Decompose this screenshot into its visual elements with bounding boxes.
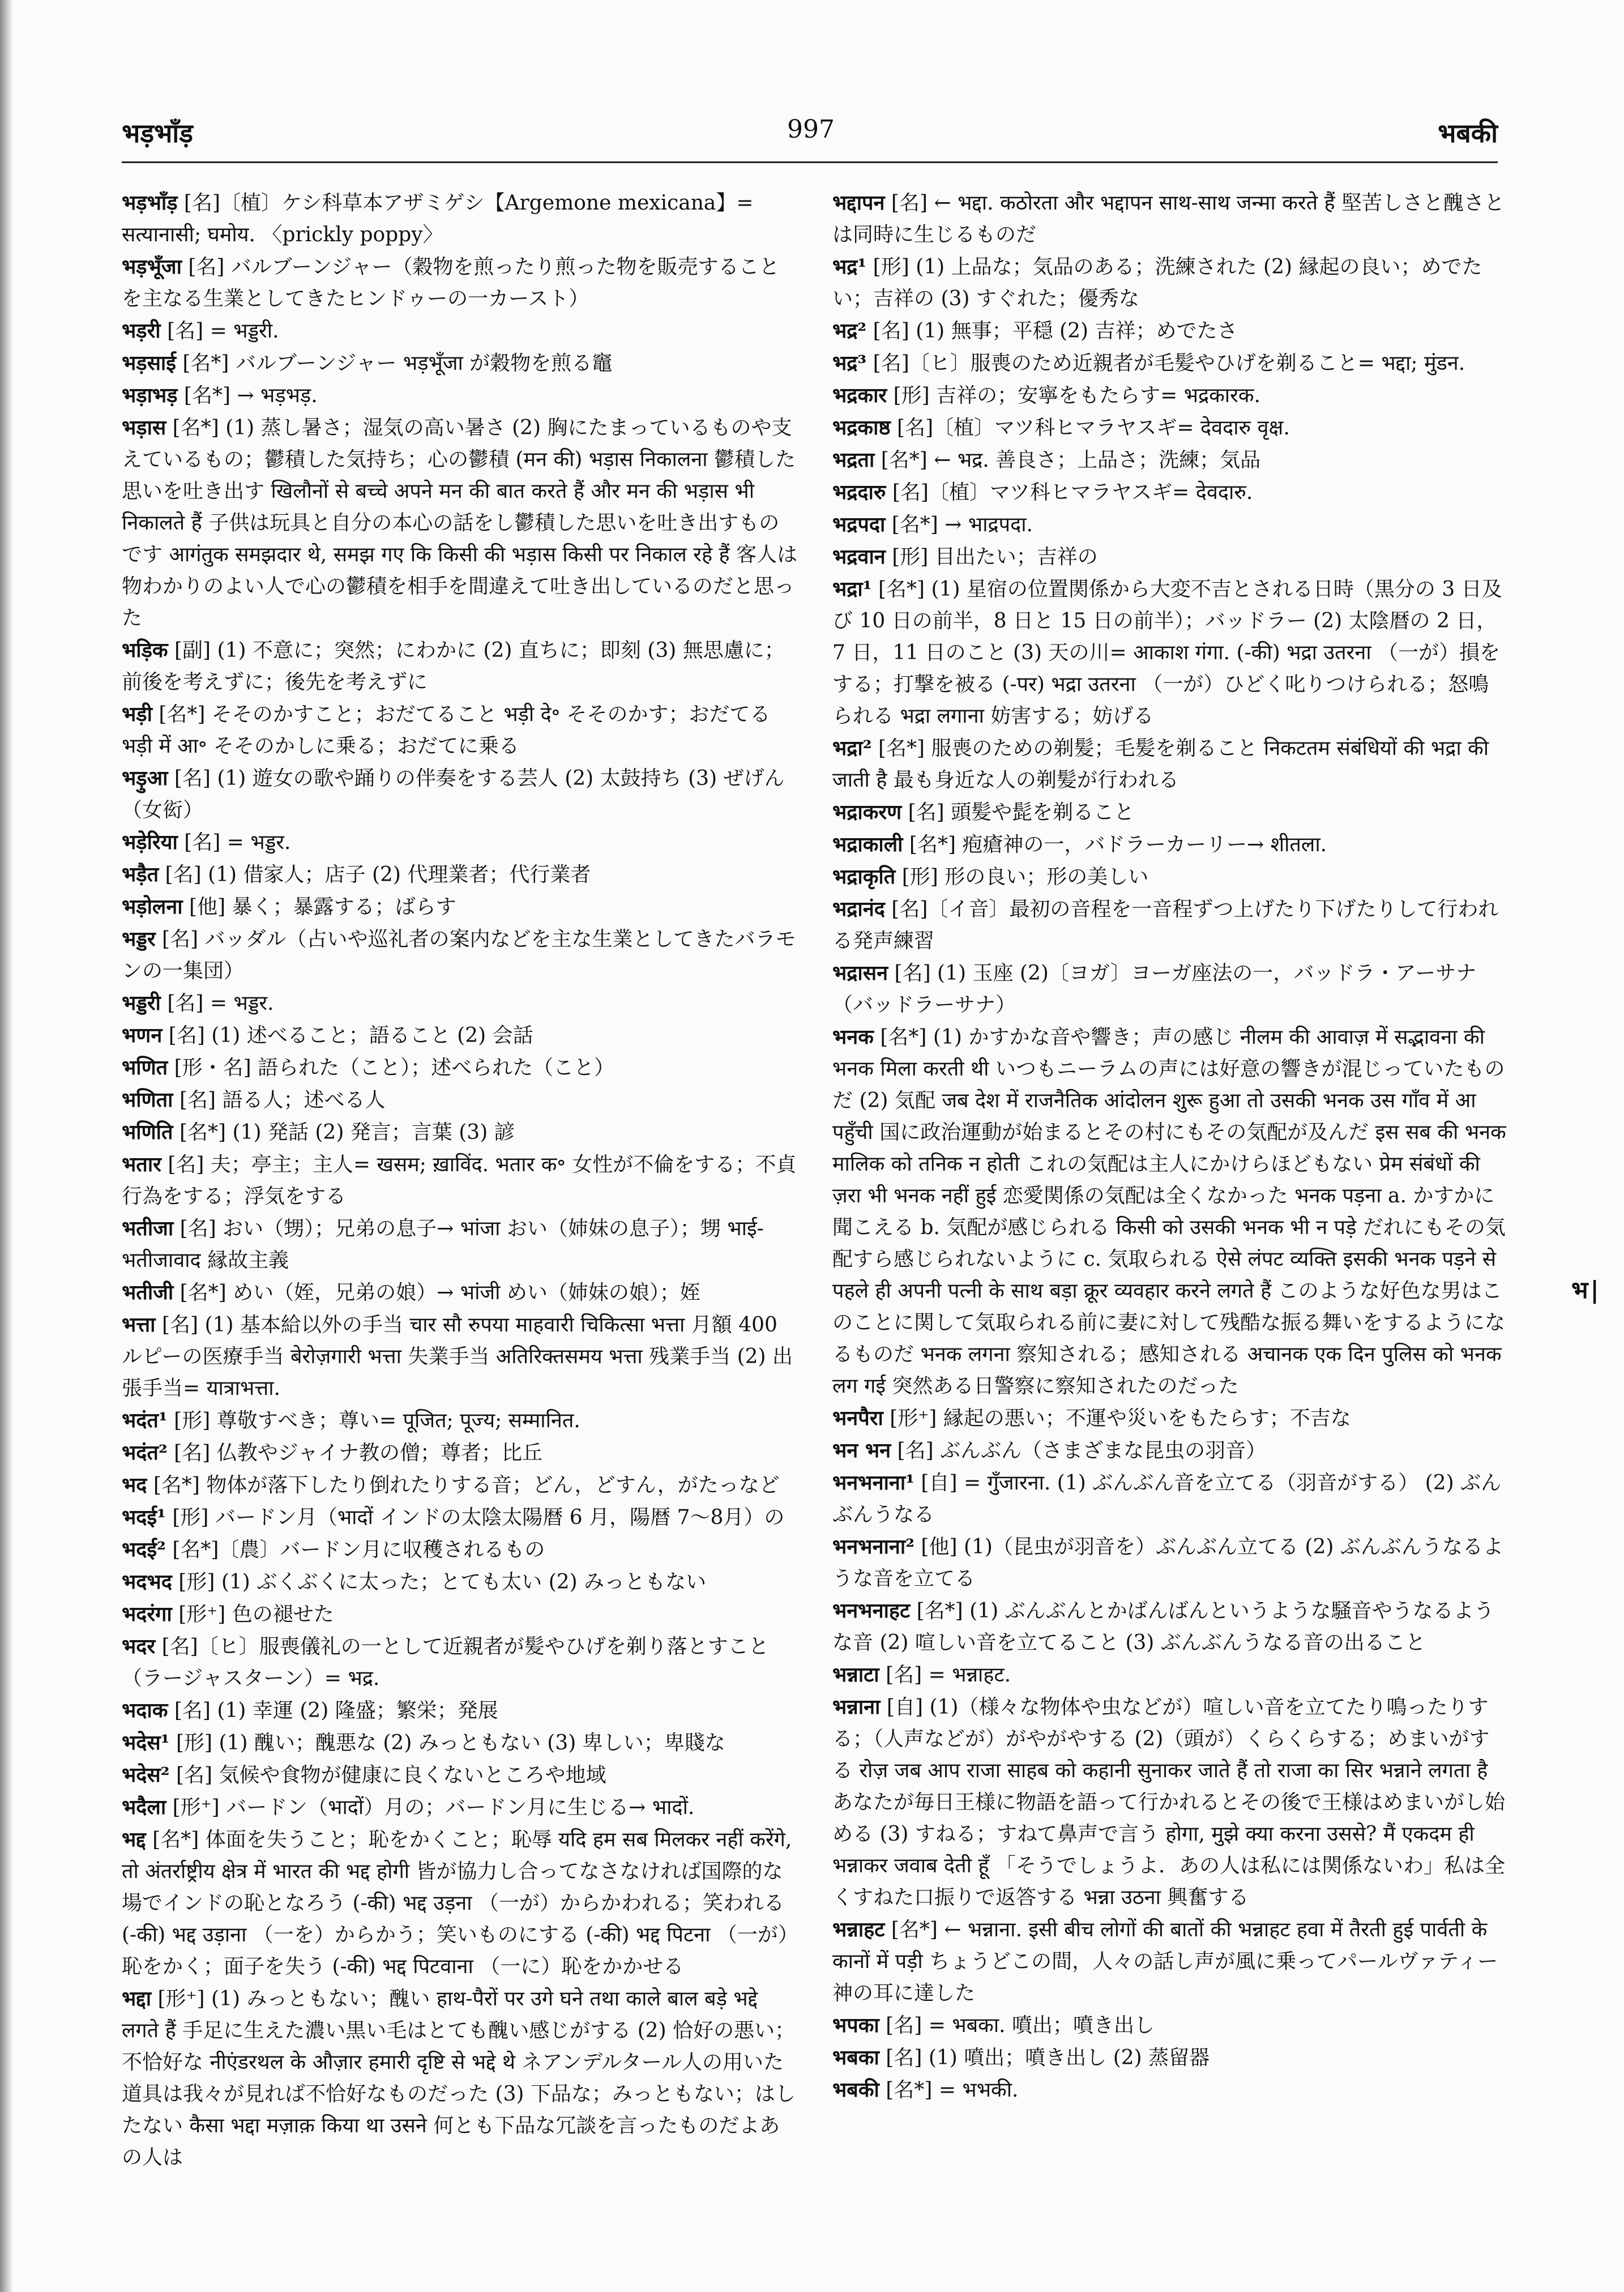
entry-definition: [名*] 服喪のための剃髪；毛髪を剃ること निकटतम संबंधियों की भद्रा की जाती है 最も身近な人の剃髪が行われる — [832, 737, 1489, 792]
dictionary-entry — [122, 1534, 798, 1566]
dictionary-entry — [122, 1213, 798, 1277]
entry-definition: [形] (1) ぶくぶくに太った；とても太い (2) みっともない — [172, 1570, 707, 1594]
dictionary-entry — [122, 826, 798, 859]
entry-definition: [形] 形の良い；形の美しい — [895, 865, 1149, 889]
dictionary-entry — [122, 1983, 798, 2174]
entry-definition: [名] バルブーンジャー（穀物を煎ったり煎った物を販売することを主なる生業としてきたヒンドゥーの一カースト） — [122, 255, 780, 310]
entry-definition: [形・名] 語られた（こと）；述べられた（こと） — [168, 1056, 615, 1079]
dictionary-entry — [122, 379, 798, 412]
dictionary-entry — [832, 1914, 1509, 2009]
entry-definition: [名] 語る人；述べる人 — [173, 1089, 386, 1112]
dictionary-entry — [832, 1659, 1509, 1691]
page-header — [122, 110, 1498, 156]
dictionary-entry — [122, 1727, 798, 1759]
dictionary-entry — [122, 1566, 798, 1598]
dictionary-entry — [832, 2009, 1509, 2042]
dictionary-entry — [832, 476, 1509, 509]
entry-definition: [名*] 物体が落下したり倒れたりする音；どん，どすん，がたっなど — [147, 1474, 780, 1497]
entry-definition: [名] 夫；亭主；主人= खसम; ख़ाविंद. भतार क॰ 女性が不倫をする；不貞行為をする；浮気をする — [122, 1153, 797, 1208]
dictionary-entry — [122, 315, 798, 347]
thumb-index-tab: भ| — [1571, 1276, 1601, 1304]
entry-headword: भद्र¹ — [832, 255, 867, 279]
entry-headword: भद्दा — [122, 1987, 152, 2011]
dictionary-entry — [122, 1631, 798, 1695]
dictionary-entry — [832, 412, 1509, 444]
entry-definition: [名] = भड्डर. — [160, 992, 274, 1015]
entry-definition: [形⁺] バードン（भादों）月の；バードン月に生じる→ भादों. — [166, 1796, 695, 1819]
dictionary-entry — [122, 1309, 798, 1405]
entry-headword: भतीजा — [122, 1217, 174, 1240]
dictionary-entry — [832, 541, 1509, 573]
dictionary-entry — [122, 1405, 798, 1437]
dictionary-entry — [122, 1052, 798, 1084]
entry-headword: भपका — [832, 2013, 879, 2037]
dictionary-entry — [832, 2074, 1509, 2106]
entry-headword: भदाक — [122, 1698, 168, 1722]
entry-definition: [形] 尊敬すべき；尊い= पूजित; पूज्य; सम्मानित. — [167, 1409, 580, 1432]
dictionary-entry — [122, 347, 798, 379]
entry-definition: [名*] (1) 発話 (2) 発言；言葉 (3) 諺 — [173, 1121, 515, 1144]
entry-definition: [形] 目出たい；吉祥の — [885, 545, 1098, 569]
entry-definition: [形] (1) 上品な；気品のある；洗練された (2) 縁起の良い；めでたい；吉祥の (3) すぐれた；優秀な — [832, 255, 1482, 310]
dictionary-entry — [122, 923, 798, 987]
entry-headword: भद्रपदा — [832, 513, 886, 536]
entry-definition: [形⁺] 色の褪せた — [172, 1603, 334, 1626]
entry-headword: भबकी — [832, 2078, 879, 2102]
entry-headword: भणिति — [122, 1120, 173, 1144]
entry-headword: भड़ी — [122, 702, 152, 726]
entry-definition: [形] バードン月（भादों インドの太陰太陽暦 6 月，陽暦 7〜8月）の — [165, 1506, 785, 1529]
dictionary-entry — [832, 1467, 1509, 1531]
entry-definition: [名] 頭髪や髭を剃ること — [901, 801, 1135, 824]
entry-definition: [形⁺] 縁起の悪い；不運や災いをもたらす；不吉な — [883, 1407, 1351, 1430]
dictionary-entry — [122, 859, 798, 891]
dictionary-entry — [122, 1437, 798, 1469]
entry-definition: [名] バッダル（占いや巡礼者の案内などを主な生業としてきたバラモンの一集団） — [122, 928, 796, 983]
entry-definition: [形] (1) 醜い；醜悪な (2) みっともない (3) 卑しい；卑賤な — [169, 1731, 725, 1755]
entry-headword: भद्र³ — [832, 351, 867, 375]
dictionary-entry — [832, 509, 1509, 541]
entry-headword: भनभनाहट — [832, 1599, 911, 1623]
dictionary-entry — [122, 1598, 798, 1631]
entry-definition: [名] ← भद्दा. कठोरता और भद्दापन साथ-साथ जन्मा करते हैं 堅苦しさと醜さとは同時に生じるものだ — [832, 191, 1505, 246]
entry-definition: [名] = भड्डर. — [177, 831, 291, 854]
entry-headword: भतीजी — [122, 1281, 174, 1304]
entry-headword: भद्रा¹ — [832, 577, 872, 601]
entry-definition: [名] = भन्नाहट. — [879, 1663, 1011, 1687]
entry-headword: भदैला — [122, 1795, 166, 1819]
dictionary-entry — [122, 1791, 798, 1824]
book-binding-shadow — [0, 0, 12, 2292]
dictionary-entry — [832, 187, 1509, 251]
entry-definition: [名] (1) 幸運 (2) 隆盛；繁栄；発展 — [168, 1699, 498, 1722]
entry-headword: भड़ाभड़ — [122, 383, 178, 407]
dictionary-entry — [832, 1691, 1509, 1914]
entry-headword: भद्राकृति — [832, 865, 896, 889]
entry-definition: [自] = गुँजारना. (1) ぶんぶん音を立てる（羽音がする） (2) ぶんぶんうなる — [832, 1471, 1502, 1526]
entry-headword: भदेस¹ — [122, 1731, 170, 1755]
entry-headword: भद्दापन — [832, 191, 885, 215]
entry-headword: भतार — [122, 1153, 161, 1176]
entry-headword: भद्र² — [832, 319, 867, 343]
entry-headword: भनभनाना¹ — [832, 1471, 914, 1495]
dictionary-entry — [832, 2042, 1509, 2074]
entry-definition: [名*] = भभकी. — [879, 2078, 1019, 2102]
dictionary-entry — [832, 861, 1509, 893]
entry-headword: भड़ास — [122, 416, 166, 439]
entry-headword: भड़भूँजा — [122, 255, 182, 279]
entry-headword: भद्राकाली — [832, 833, 903, 856]
entry-headword: भड़भाँड़ — [122, 191, 178, 215]
entry-headword: भबका — [832, 2046, 879, 2069]
dictionary-entry — [832, 379, 1509, 412]
entry-headword: भदंत² — [122, 1441, 168, 1465]
entry-definition: [名] (1) 玉座 (2)〔ヨガ〕ヨーガ座法の一，バッドラ・アーサナ（バッドラーサナ） — [832, 962, 1477, 1017]
entry-definition: [名*] (1) 星宿の位置関係から大変不吉とされる日時（黒分の 3 日及び 10 日の前半，8 日と 15 日の前半）；バッドラー (2) 太陰暦の 2 日，7 日，11 日のこと (3) 天の川= आकाश गंगा. (-की) भद्रा उतरना （一が）損をする；打撃を被る (-पर) भद्रा उतरना （一が）ひどく叱りつけられる；怒鳴られる भद्रा लगाना 妨害する；妨げる — [832, 578, 1502, 728]
dictionary-entry — [122, 1695, 798, 1727]
entry-headword: भन भन — [832, 1439, 891, 1462]
entry-headword: भदरंगा — [122, 1602, 172, 1626]
right-column — [832, 187, 1509, 2260]
entry-headword: भड्डर — [122, 927, 156, 951]
entry-headword: भड़ोलना — [122, 895, 183, 919]
entry-headword: भन्नाहट — [832, 1918, 885, 1941]
dictionary-entry — [832, 444, 1509, 476]
dictionary-entry — [122, 1084, 798, 1116]
entry-definition: [名*] 体面を失うこと；恥をかくこと；恥辱 यदि हम सब मिलकर नहीं करेंगे, तो अंतर्राष्ट्रीय क्षेत्र में भारत की भद्द होगी 皆が協力し合ってなさなければ国際的な場でインドの恥となろう (-की) भद्द उड़ना （一が）からかわれる；笑われる (-की) भद्द उड़ाना （一を）からかう；笑いものにする (-की) भद्द पिटना （一が）恥をかく；面子を失う (-की) भद्द पिटवाना （一に）恥をかかせる — [122, 1828, 798, 1978]
dictionary-entry — [122, 987, 798, 1019]
entry-headword: भद्रता — [832, 448, 875, 472]
dictionary-entry — [122, 1469, 798, 1501]
entry-headword: भड्डरी — [122, 991, 161, 1015]
dictionary-entry — [122, 1277, 798, 1309]
dictionary-entry — [832, 829, 1509, 861]
page-number: 997 — [787, 115, 835, 144]
dictionary-entry — [122, 251, 798, 315]
entry-definition: [名] (1) 述べること；語ること (2) 会話 — [162, 1024, 533, 1047]
entry-definition: [名*] (1) 蒸し暑さ；湿気の高い暑さ (2) 胸にたまっているものや支えているもの；鬱積した気持ち；心の鬱積 (मन की) भड़ास निकालना 鬱積した思いを吐き出す खिलौनों से बच्चे अपने मन की बात करते हैं और मन की भड़ास भी निकालते हैं 子供は玩具と自分の本心の話をし鬱積した思いを吐き出すものです आगंतुक समझदार थे, समझ गए कि किसी की भड़ास किसी पर निकाल रहे हैं 客人は物わかりのよい人で心の鬱積を相手を間違えて吐き出しているのだと思った — [122, 416, 798, 630]
entry-definition: [名*] (1) ぶんぶんとかばんばんというような騒音やうなるような音 (2) 喧しい音を立てること (3) ぶんぶんうなる音の出ること — [832, 1599, 1494, 1654]
entry-headword: भन्नाटा — [832, 1663, 879, 1687]
entry-headword: भनपैरा — [832, 1406, 883, 1430]
entry-headword: भद्रानंद — [832, 897, 885, 921]
dictionary-entry — [122, 1019, 798, 1052]
entry-definition: [名] (1) 無事；平穏 (2) 吉祥；めでたさ — [866, 319, 1238, 343]
entry-headword: भदंत¹ — [122, 1409, 168, 1432]
entry-definition: [名] ぶんぶん（さまざまな昆虫の羽音） — [891, 1439, 1267, 1462]
entry-headword: भणित — [122, 1056, 168, 1079]
entry-definition: [名]〔植〕ケシ科草本アザミゲシ【Argemone mexicana】= सत्यानासी; घमोय. 〈prickly poppy〉 — [122, 191, 754, 246]
entry-headword: भद्रकाष्ठ — [832, 416, 891, 439]
dictionary-entry — [832, 1402, 1509, 1435]
entry-headword: भणन — [122, 1023, 163, 1047]
dictionary-entry — [832, 957, 1509, 1021]
entry-definition: [名]〔ヒ〕服喪儀礼の一として近親者が髪やひげを剃り落とすこと（ラージャスターン）= भद्र. — [122, 1635, 769, 1690]
dictionary-entry — [832, 315, 1509, 347]
entry-headword: भदभद — [122, 1570, 172, 1594]
entry-definition: [名] (1) 噴出；噴き出し (2) 蒸留器 — [879, 2046, 1210, 2069]
entry-headword: भड़ैत — [122, 863, 159, 886]
entry-headword: भद्रदारु — [832, 480, 886, 504]
dictionary-entry — [122, 1501, 798, 1534]
dictionary-entry — [122, 1149, 798, 1213]
entry-definition: [名*]〔農〕バードン月に収穫されるもの — [165, 1538, 545, 1561]
dictionary-entry — [832, 1021, 1509, 1402]
entry-definition: [名*] (1) かすかな音や響き；声の感じ नीलम की आवाज़ में सद्भावना की भनक मिला करती थी いつもニーラムの声には好意の響きが混じっていたものだ (2) 気配 जब देश में राजनैतिक आंदोलन शुरू हुआ तो उसकी भनक उस गाँव में आ पहुँची 国に政治運動が始まるとその村にもその気配が及んだ इस सब की भनक मालिक को तनिक न होती これの気配は主人にかけらほどもない प्रेम संबंधों की ज़रा भी भनक नहीं हुई 恋愛関係の気配は全くなかった भनक पड़ना a. かすかに聞こえる b. 気配が感じられる किसी को उसकी भनक भी न पड़े だれにもその気配すら感じられないように c. 気取られる ऐसे लंपट व्यक्ति इसकी भनक पड़ने से पहले ही अपनी पत्नी के साथ बड़ा क्रूर व्यवहार करने लगते हैं このような好色な男はこのことに関して気取られる前に妻に対して残酷な振る舞いをするようになるものだ भनक लगना 察知される；感知される अचानक एक दिन पुलिस को भनक लग गई 突然ある日警察に察知されたのだった — [832, 1026, 1506, 1398]
entry-headword: भदई¹ — [122, 1505, 166, 1529]
dictionary-entry — [832, 251, 1509, 315]
dictionary-entry — [832, 347, 1509, 379]
entry-headword: भद्राकरण — [832, 800, 902, 824]
dictionary-entry — [832, 1435, 1509, 1467]
entry-headword: भणिता — [122, 1088, 173, 1112]
entry-definition: [副] (1) 不意に；突然；にわかに (2) 直ちに；即刻 (3) 無思慮に；前後を考えずに；後先を考えずに — [122, 639, 785, 694]
entry-headword: भनभनाना² — [832, 1535, 914, 1559]
entry-definition: [名] = भबका. 噴出；噴き出し — [879, 2014, 1155, 2037]
entry-definition: [名*] → भड़भड़. — [177, 384, 318, 407]
entry-definition: [名]〔植〕マツ科ヒマラヤスギ= देवदारु. — [886, 481, 1253, 504]
entry-headword: भदेस² — [122, 1763, 170, 1787]
entry-definition: [名*] めい（姪，兄弟の娘）→ भांजी めい（姉妹の娘）；姪 — [173, 1281, 700, 1304]
entry-definition: [名] (1) 遊女の歌や踊りの伴奏をする芸人 (2) 太鼓持ち (3) ぜげん（女衒） — [122, 767, 785, 822]
dictionary-entry — [122, 634, 798, 698]
entry-headword: भड़िक — [122, 638, 168, 662]
dictionary-entry — [832, 796, 1509, 829]
entry-headword: भन्नाना — [832, 1695, 881, 1719]
entry-headword: भत्ता — [122, 1313, 156, 1337]
entry-definition: [名] 気候や食物が健康に良くないところや地域 — [169, 1764, 606, 1787]
entry-headword: भद्रकार — [832, 383, 887, 407]
entry-definition: [名] おい（甥）；兄弟の息子→ भांजा おい（姉妹の息子）；甥 भाई-भतीजावाद 縁故主義 — [122, 1217, 764, 1272]
entry-definition: [名]〔ヒ〕服喪のため近親者が毛髪やひげを剃ること= भद्दा; मुंडन. — [866, 352, 1465, 375]
entry-headword: भदर — [122, 1634, 156, 1658]
entry-definition: [名] 仏教やジャイナ教の僧；尊者；比丘 — [167, 1441, 542, 1465]
entry-definition: [名]〔イ音〕最初の音程を一音程ずつ上げたり下げたりして行われる発声練習 — [832, 898, 1499, 953]
entry-definition: [自] (1)（様々な物体や虫などが）喧しい音を立てたり鳴ったりする；（人声などが）がやがやする (2)（頭が）くらくらする；めまいがする रोज़ जब आप राजा साहब को कहानी सुनाकर जाते हैं तो राजा का सिर भन्नाने लगता है あなたが毎日王様に物語を語って行かれるとその後で王様はめまいがし始める (3) すねる；すねて鼻声で言う होगा, मुझे क्या करना उससे? मैं एकदम ही भन्नाकर जवाब देती हूँ 「そうでしょうよ．あの人は私には関係ないわ」私は全くすねた口振りで返答する भन्ना उठना 興奮する — [832, 1696, 1506, 1909]
entry-definition: [名*] そそのかすこと；おだてること भड़ी दे॰ そそのかす；おだてる भड़ी में आ॰ そそのかしに乗る；おだてに乗る — [122, 703, 771, 758]
entry-definition: [名] = भड्डरी. — [160, 319, 279, 343]
entry-headword: भद्रा² — [832, 736, 872, 760]
entry-definition: [名*] 疱瘡神の一，バドラーカーリー→ शीतला. — [903, 833, 1327, 856]
entry-definition: [名*] → भाद्रपदा. — [885, 513, 1033, 536]
dictionary-entry — [832, 732, 1509, 796]
dictionary-entry — [122, 1759, 798, 1791]
entry-definition: [名] (1) 借家人；店子 (2) 代理業者；代行業者 — [159, 863, 591, 886]
entry-headword: भड़ुआ — [122, 766, 168, 790]
dictionary-entry — [122, 698, 798, 762]
right-running-headword: भबकी — [1438, 118, 1498, 148]
entry-headword: भद्रासन — [832, 961, 888, 985]
entry-headword: भदई² — [122, 1538, 166, 1561]
entry-headword: भड़री — [122, 319, 161, 343]
dictionary-entry — [832, 1595, 1509, 1659]
dictionary-entry — [122, 1824, 798, 1983]
entry-headword: भद — [122, 1473, 147, 1497]
left-running-headword: भड़भाँड़ — [122, 118, 193, 148]
dictionary-entry — [122, 1116, 798, 1149]
entry-headword: भड़साई — [122, 351, 176, 375]
header-rule — [122, 161, 1498, 163]
dictionary-entry — [832, 1531, 1509, 1595]
dictionary-entry — [832, 573, 1509, 732]
entry-headword: भद्रवान — [832, 545, 886, 569]
entry-headword: भड़ेरिया — [122, 830, 178, 854]
entry-definition: [名] (1) 基本給以外の手当 चार सौ रुपया माहवारी चिकित्सा भत्ता 月額 400 ルピーの医療手当 बेरोज़गारी भत्ता 失業手当 अतिरिक्तसमय भत्ता 残業手当 (2) 出張手当= यात्राभत्ता. — [122, 1313, 793, 1400]
entry-definition: [形⁺] (1) みっともない；醜い हाथ-पैरों पर उगे घने तथा काले बाल बड़े भद्दे लगते हैं 手足に生えた濃い黒い毛はとても醜い感じがする (2) 恰好の悪い；不恰好な नीएंडरथल के औज़ार हमारी दृष्टि से भद्दे थे ネアンデルタール人の用いた道具は我々が見れば不恰好なものだった (3) 下品な；みっともない；はしたない कैसा भद्दा मज़ाक़ किया था उसने 何とも下品な冗談を言ったものだよあの人は — [122, 1987, 796, 2169]
entry-definition: [名]〔植〕マツ科ヒマラヤスギ= देवदारु वृक्ष. — [890, 416, 1290, 439]
dictionary-entry — [122, 412, 798, 634]
entry-definition: [名*] バルブーンジャー भड़भूँजा が穀物を煎る竈 — [176, 352, 613, 375]
dictionary-entry — [122, 187, 798, 251]
entry-definition: [他] (1)（昆虫が羽音を）ぶんぶん立てる (2) ぶんぶんうなるような音を立てる — [832, 1535, 1503, 1590]
dictionary-entry — [122, 762, 798, 826]
dictionary-entry — [832, 893, 1509, 957]
entry-definition: [他] 暴く；暴露する；ばらす — [182, 895, 456, 919]
left-column — [122, 187, 798, 2260]
entry-definition: [形] 吉祥の；安寧をもたらす= भद्रकारक. — [887, 384, 1260, 407]
entry-headword: भद्द — [122, 1828, 146, 1851]
entry-definition: [名*] ← भद्र. 善良さ；上品さ；洗練；気品 — [874, 449, 1261, 472]
entry-headword: भनक — [832, 1025, 874, 1049]
entry-definition: [名*] ← भन्नाना. इसी बीच लोगों की बातों की भन्नाहट हवा में तैरती हुई पार्वती के कानों में पड़ी ちょうどこの間，人々の話し声が風に乗ってパールヴァティー神の耳に達した — [832, 1918, 1498, 2005]
dictionary-entry — [122, 891, 798, 923]
